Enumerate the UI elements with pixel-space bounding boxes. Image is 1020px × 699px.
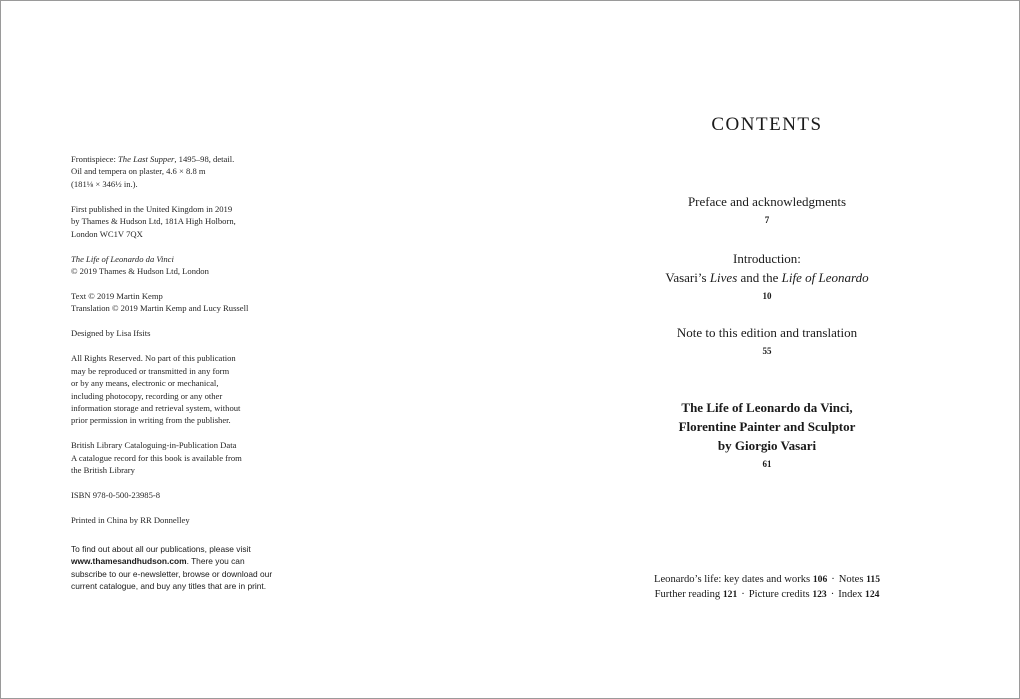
- text-credits: [71, 290, 311, 315]
- frontispiece-title: The Last Supper: [118, 154, 175, 164]
- toc-entry-subtitle: [665, 270, 868, 285]
- first-published-line: First published in the United Kingdom in 2019: [71, 203, 233, 214]
- toc-footer-key-dates[interactable]: [654, 574, 827, 585]
- footer-page-number: 123: [812, 589, 827, 600]
- footer-page-number: 106: [812, 574, 828, 585]
- footer-label: Further reading: [654, 589, 721, 600]
- first-published-line: London WC1V 7QX: [71, 228, 143, 239]
- rights-line: information storage and retrieval system, without: [71, 403, 241, 414]
- book-title: The Life of Leonardo da Vinci: [71, 253, 174, 264]
- footer-page-number: 121: [722, 589, 738, 600]
- footer-page-number: 124: [865, 589, 880, 600]
- cip-line: A catalogue record for this book is available from: [71, 452, 242, 463]
- toc-page-number: 55: [762, 346, 772, 356]
- toc-entry-title: Florentine Painter and Sculptor: [678, 419, 856, 434]
- isbn: ISBN 978-0-500-23985-8: [71, 490, 161, 501]
- promo-line: . There you can: [186, 556, 245, 567]
- toc-entry-title: Preface and acknowledgments: [687, 194, 847, 209]
- copyright-page: [71, 153, 311, 593]
- printer-block: [71, 514, 311, 526]
- toc-page-number: 10: [762, 291, 772, 301]
- toc-entry-author: by Giorgio Vasari: [717, 438, 817, 453]
- toc-entry-title: The Life of Leonardo da Vinci,: [681, 400, 853, 415]
- contents-heading: CONTENTS: [711, 114, 823, 135]
- toc-footer-line-2: [621, 587, 913, 602]
- toc-footer-line-1: [621, 572, 913, 587]
- cip-line: the British Library: [71, 465, 135, 476]
- isbn-block: [71, 489, 311, 501]
- intro-lives: Lives: [709, 270, 738, 285]
- footer-separator: ·: [830, 589, 835, 600]
- text-credit-line: Translation © 2019 Martin Kemp and Lucy Russell: [71, 303, 249, 314]
- rights-line: or by any means, electronic or mechanical,: [71, 378, 219, 389]
- designed-by: Designed by Lisa Ifsits: [71, 328, 151, 339]
- toc-footer-further-reading[interactable]: [655, 589, 738, 600]
- frontispiece-prefix: Frontispiece:: [71, 154, 119, 164]
- rights-line: may be reproduced or transmitted in any form: [71, 365, 230, 376]
- first-published: [71, 203, 311, 240]
- footer-page-number: 115: [866, 574, 881, 585]
- first-published-line: by Thames & Hudson Ltd, 181A High Holborn,: [71, 216, 236, 227]
- printed-in: Printed in China by RR Donnelley: [71, 515, 190, 526]
- intro-mid: and the: [737, 270, 782, 285]
- text-credit-line: Text © 2019 Martin Kemp: [71, 291, 163, 302]
- rights-notice: [71, 352, 311, 426]
- frontispiece-medium: Oil and tempera on plaster, 4.6 × 8.8 m: [71, 166, 206, 177]
- publisher-promo: [71, 543, 311, 593]
- toc-entry-title: Introduction:: [733, 251, 801, 266]
- footer-label: Index: [838, 589, 863, 600]
- footer-label: Notes: [838, 574, 864, 585]
- book-copyright: [71, 253, 311, 278]
- rights-line: All Rights Reserved. No part of this publication: [71, 353, 236, 364]
- toc-page-number: 7: [764, 215, 770, 225]
- rights-line: prior permission in writing from the publisher.: [71, 415, 231, 426]
- toc-entry-title: Note to this edition and translation: [676, 325, 858, 340]
- toc-footer-index[interactable]: [838, 589, 879, 600]
- designer-credit: [71, 327, 311, 339]
- toc-footer-picture-credits[interactable]: [749, 589, 827, 600]
- footer-label: Leonardo’s life: key dates and works: [653, 574, 811, 585]
- cip-data: [71, 439, 311, 476]
- toc-entry-introduction[interactable]: [641, 249, 893, 303]
- toc-page-number: 61: [762, 459, 772, 469]
- intro-prefix: Vasari’s: [665, 270, 710, 285]
- footer-separator: ·: [831, 574, 835, 585]
- promo-line: subscribe to our e-newsletter, browse or download our: [71, 568, 273, 579]
- frontispiece-caption: [71, 153, 311, 190]
- cip-line: British Library Cataloguing-in-Publication Data: [71, 440, 237, 451]
- promo-line: To find out about all our publications, please visit: [71, 543, 251, 554]
- toc-entry-note[interactable]: [641, 323, 893, 358]
- intro-life: Life of Leonardo: [781, 270, 869, 285]
- publisher-url-link[interactable]: www.thamesandhudson.com: [71, 556, 187, 567]
- toc-footer-notes[interactable]: [839, 574, 880, 585]
- frontispiece-suffix: , 1495–98, detail.: [174, 154, 235, 164]
- frontispiece-dimensions: (181⅛ × 346½ in.).: [71, 178, 138, 189]
- footer-separator: ·: [741, 589, 745, 600]
- toc-entry-main-text[interactable]: [641, 398, 893, 471]
- toc-entry-preface[interactable]: [641, 192, 893, 227]
- promo-line: current catalogue, and buy any titles that are in print.: [71, 581, 267, 592]
- footer-label: Picture credits: [748, 589, 810, 600]
- rights-line: including photocopy, recording or any other: [71, 390, 223, 401]
- copyright-line: © 2019 Thames & Hudson Ltd, London: [71, 266, 209, 277]
